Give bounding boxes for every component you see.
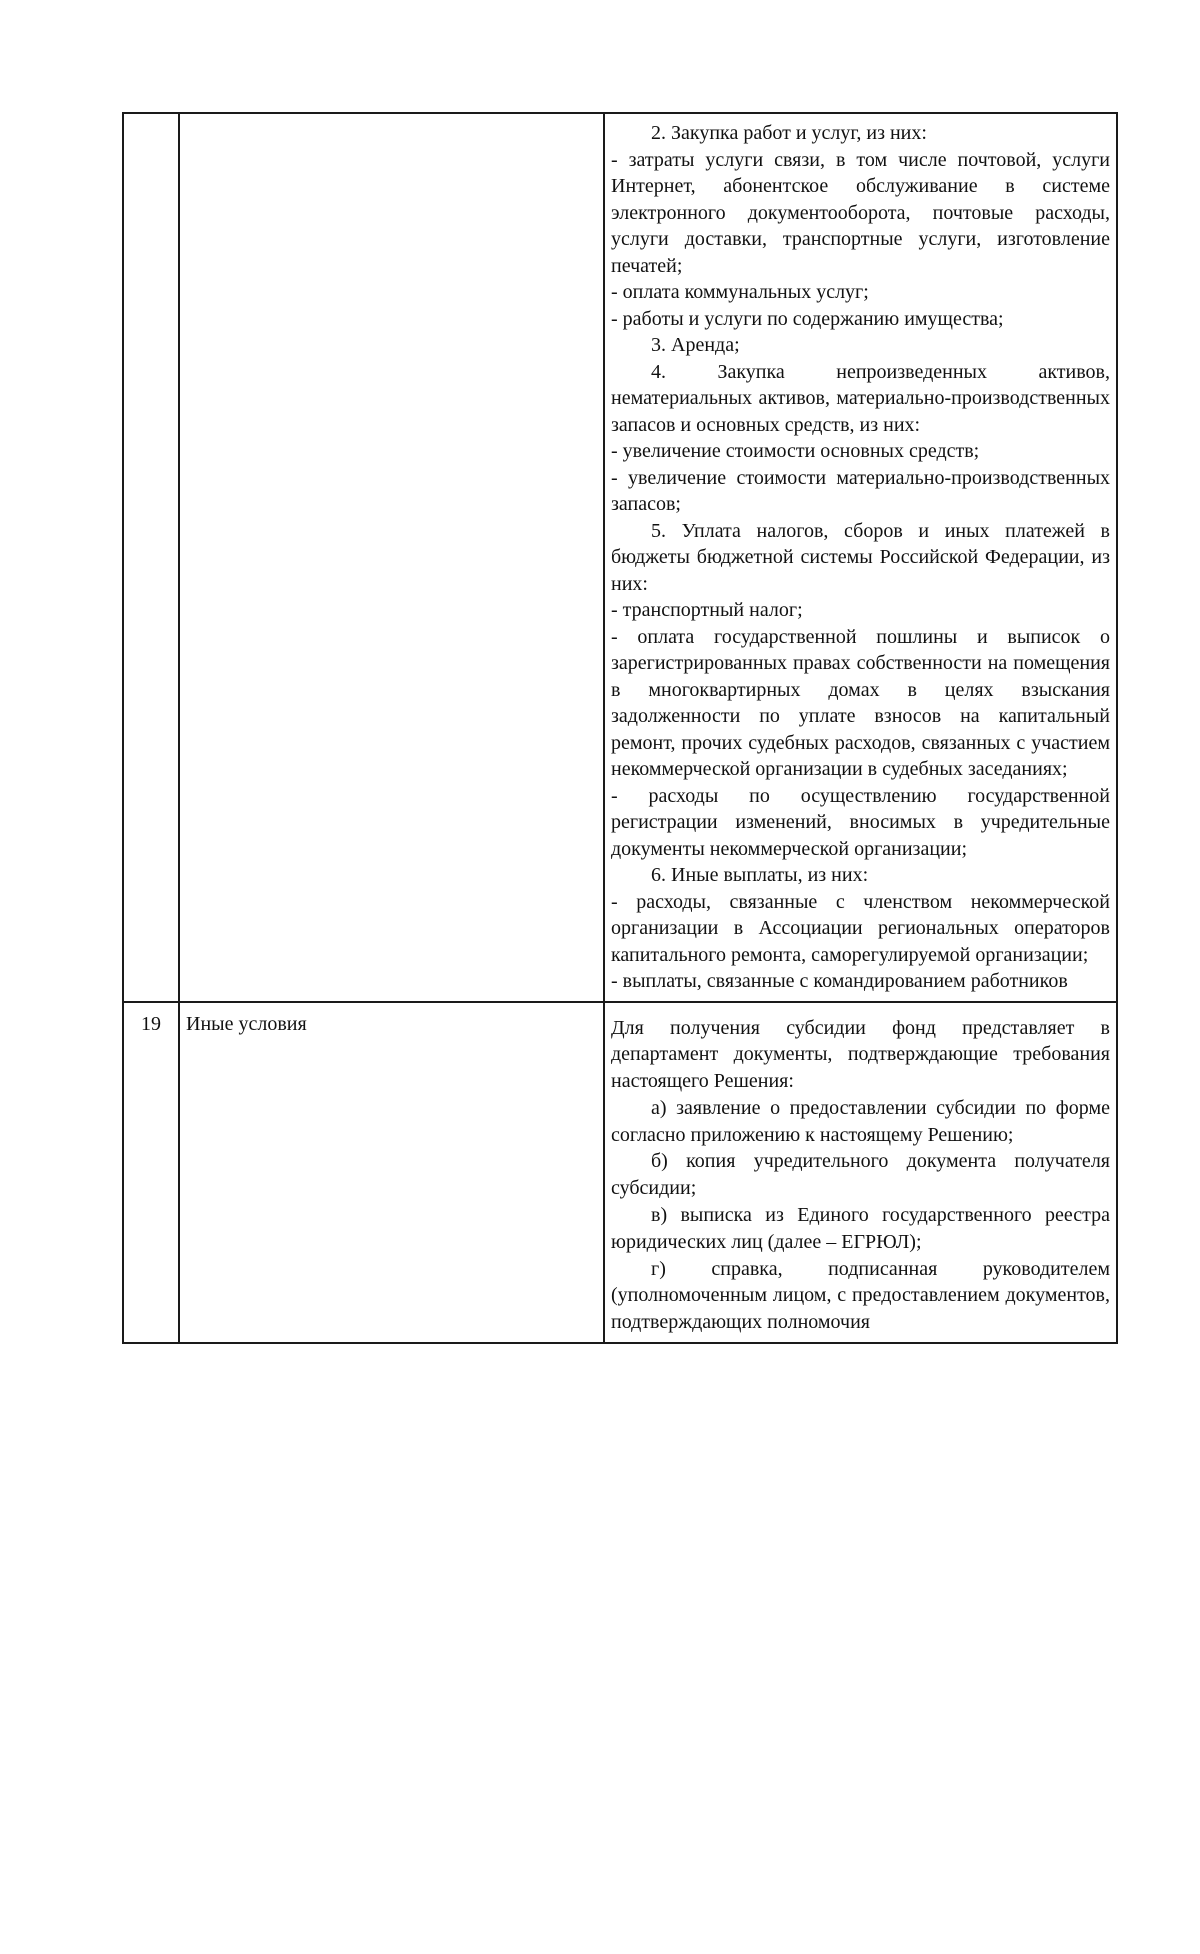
content-paragraph: - выплаты, связанные с командированием работников [611,970,1068,992]
content-paragraph: - затраты услуги связи, в том числе почтовой, услуги Интернет, абонентское обслуживание в системе электронного документооборота, почтовые расходы, услуги доставки, транспортные услуги, изготовление печатей; [611,148,1110,277]
table-row [123,1002,1117,1344]
content-paragraph: - увеличение стоимости основных средств; [611,440,980,462]
row-content-cell [604,113,1117,1002]
row-content-cell [604,1002,1117,1344]
content-paragraph: - оплата коммунальных услуг; [611,281,869,303]
content-paragraph: - транспортный налог; [611,599,803,621]
content-paragraph: - расходы по осуществлению государственной регистрации изменений, вносимых в учредительные документы некоммерческой организации; [611,784,1110,860]
content-paragraph: - расходы, связанные с членством некоммерческой организации в Ассоциации региональных операторов капитального ремонта, саморегулируемой организации; [611,890,1110,966]
content-paragraph: а) заявление о предоставлении субсидии по форме согласно приложению к настоящему Решению; [611,1096,1110,1146]
content-paragraph: г) справка, подписанная руководителем (уполномоченным лицом, с предоставлением документов, подтверждающих полномочия [611,1257,1110,1334]
content-lines [611,1015,1110,1337]
content-lines [611,120,1110,995]
table-row [123,113,1117,1002]
content-paragraph: в) выписка из Единого государственного реестра юридических лиц (далее – ЕГРЮЛ); [611,1204,1110,1253]
row-name-cell: Иные условия [179,1002,604,1344]
content-paragraph: б) копия учредительного документа получателя субсидии; [611,1150,1110,1200]
content-paragraph: 2. Закупка работ и услуг, из них: [651,122,927,144]
row-number-cell: 19 [123,1002,179,1344]
content-paragraph: - работы и услуги по содержанию имущества; [611,307,1004,330]
row-name-cell [179,113,604,1002]
content-paragraph: 4. Закупка непроизведенных активов, нематериальных активов, материально-производственных запасов и основных средств, из них: [611,360,1110,436]
content-paragraph: 6. Иные выплаты, из них: [651,864,869,886]
content-paragraph: 5. Уплата налогов, сборов и иных платежей в бюджеты бюджетной системы Российской Федерации, из них: [611,519,1110,595]
content-paragraph: - увеличение стоимости материально-производственных запасов; [611,466,1110,515]
content-paragraph: Для получения субсидии фонд представляет в департамент документы, подтверждающие требования настоящего Решения: [611,1016,1110,1093]
row-number-cell [123,113,179,1002]
content-paragraph: - оплата государственной пошлины и выписок о зарегистрированных правах собственности на помещения в многоквартирных домах в целях взыскания задолженности по уплате взносов на капитальный ремонт, прочих судебных расходов, связанных с участием некоммерческой организации в судебных заседаниях; [611,625,1110,780]
content-paragraph: 3. Аренда; [651,334,740,356]
document-table [122,112,1118,1344]
